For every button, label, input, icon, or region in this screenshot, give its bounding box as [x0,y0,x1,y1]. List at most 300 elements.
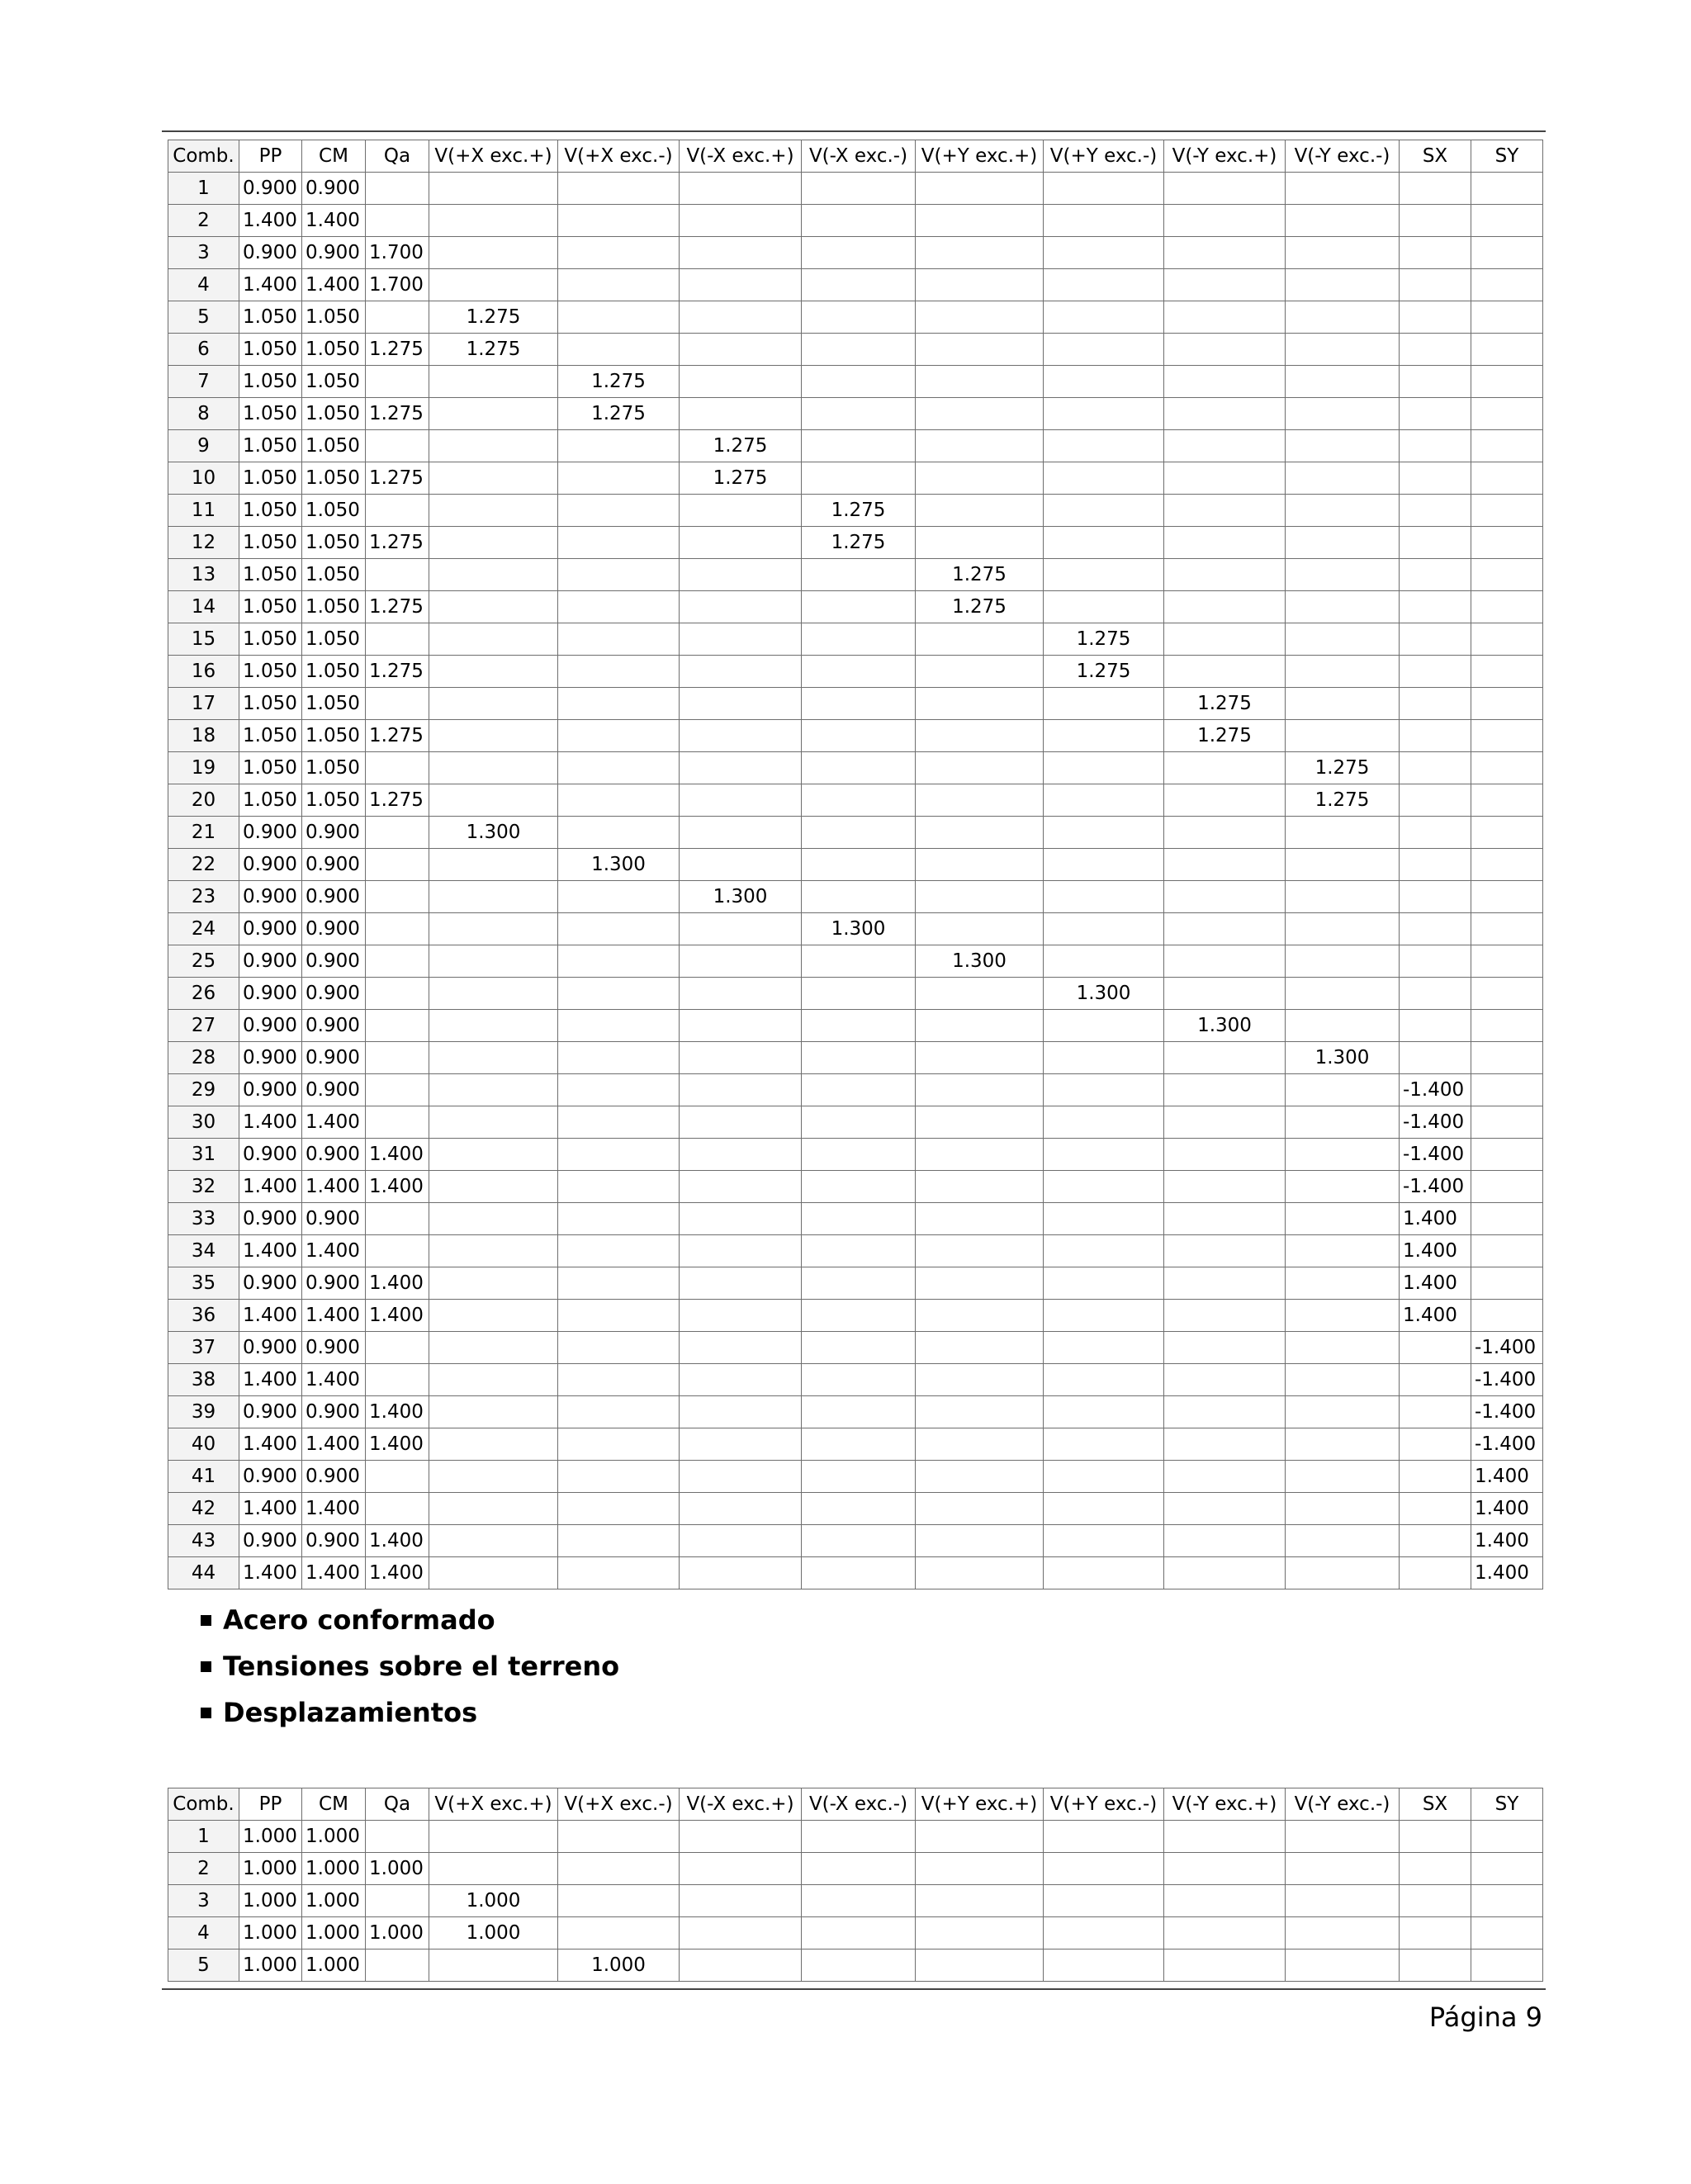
table-cell: 22 [168,849,239,881]
table-cell [1044,1267,1164,1300]
column-header: PP [239,140,302,173]
table-cell [680,527,802,559]
table-cell: 7 [168,366,239,398]
table-cell [366,849,429,881]
table-cell [558,269,680,301]
column-header: CM [302,1788,366,1821]
table-cell [429,269,558,301]
table-cell [802,688,916,720]
table-cell [1164,752,1286,784]
table-cell [429,1203,558,1235]
table-cell: 1.400 [239,205,302,237]
column-header: V(+Y exc.-) [1044,1788,1164,1821]
table-cell [366,1821,429,1853]
table-cell [366,881,429,913]
table-cell [1164,1949,1286,1982]
table-cell: 1.275 [916,559,1044,591]
table-cell: 1.000 [302,1885,366,1917]
table-cell [1286,527,1400,559]
table-cell [1164,1203,1286,1235]
table-cell: 1.000 [429,1917,558,1949]
table-cell [916,1557,1044,1589]
table-row [168,1821,1543,1853]
table-cell [1400,1917,1471,1949]
table-cell [1286,398,1400,430]
table-cell: 1.275 [366,527,429,559]
table-cell [1471,1139,1543,1171]
table-cell [558,1171,680,1203]
table-cell [1286,269,1400,301]
table-cell [916,205,1044,237]
table-cell: 1.400 [302,269,366,301]
table-cell [680,752,802,784]
table-cell [1400,849,1471,881]
table-cell [802,398,916,430]
table-cell: 0.900 [302,1332,366,1364]
table-cell [1400,1525,1471,1557]
table-cell [680,1010,802,1042]
table-cell [1400,1885,1471,1917]
table-row [168,1525,1543,1557]
table-cell [1044,237,1164,269]
table-cell [366,301,429,334]
table-row [168,269,1543,301]
table-cell [1044,1235,1164,1267]
table-cell: 1.050 [302,301,366,334]
table-cell [1471,817,1543,849]
table-cell [680,1949,802,1982]
table-cell [1044,1042,1164,1074]
table-cell [558,913,680,945]
table-cell [558,527,680,559]
table-row [168,334,1543,366]
table-cell [916,527,1044,559]
table-cell [680,495,802,527]
table-cell [1044,1428,1164,1461]
table-cell [680,1364,802,1396]
table-row [168,688,1543,720]
table-row [168,1461,1543,1493]
table-cell [558,1332,680,1364]
table-cell [916,1203,1044,1235]
table-cell [1400,559,1471,591]
table-cell [1471,688,1543,720]
table-cell: 0.900 [239,1461,302,1493]
table-cell: 1.000 [366,1917,429,1949]
table-cell: 1.400 [1471,1461,1543,1493]
table-cell [1286,591,1400,623]
table-cell [1044,1396,1164,1428]
table-cell [1044,269,1164,301]
table-cell: 42 [168,1493,239,1525]
table-cell [429,1364,558,1396]
table-row [168,1267,1543,1300]
table-cell [558,1235,680,1267]
table-cell [1471,495,1543,527]
table-cell: 1.050 [239,656,302,688]
table-cell [802,1139,916,1171]
table-cell [1164,623,1286,656]
table-cell: 0.900 [302,173,366,205]
table-cell [1286,1235,1400,1267]
table-cell [1044,1885,1164,1917]
table-cell: 1.275 [1286,752,1400,784]
table-cell [916,1106,1044,1139]
table-cell [802,559,916,591]
table-cell: 1.400 [239,1171,302,1203]
table-cell [916,269,1044,301]
table-cell: 1.050 [302,720,366,752]
table-cell [429,462,558,495]
table-cell: 1.000 [239,1917,302,1949]
table-cell [1400,205,1471,237]
table-cell [1400,1493,1471,1525]
table-cell [680,945,802,978]
table-cell: 1.050 [239,495,302,527]
table-cell [1164,1461,1286,1493]
table-cell [1286,913,1400,945]
table-cell: 9 [168,430,239,462]
table-cell [366,978,429,1010]
table-cell [1400,1010,1471,1042]
table-cell [916,366,1044,398]
table-cell [1286,623,1400,656]
table-cell [1164,1428,1286,1461]
table-cell [429,559,558,591]
table-cell [916,1885,1044,1917]
column-header: V(+Y exc.+) [916,1788,1044,1821]
table-cell [1044,913,1164,945]
table-cell [680,1885,802,1917]
table-cell [1286,1821,1400,1853]
table-cell: 1.000 [302,1917,366,1949]
table-cell [429,881,558,913]
table-row [168,1364,1543,1396]
table-cell: 0.900 [302,1461,366,1493]
table-cell [1286,1461,1400,1493]
table-cell [1044,398,1164,430]
table-cell [802,978,916,1010]
table-row [168,1203,1543,1235]
table-cell [1164,1917,1286,1949]
table-cell [1164,1396,1286,1428]
table-cell [1286,301,1400,334]
table-cell [1400,462,1471,495]
table-cell [802,720,916,752]
table-cell [1400,269,1471,301]
table-row [168,173,1543,205]
heading-label: Tensiones sobre el terreno [223,1651,620,1682]
table-cell [558,945,680,978]
table-row [168,1428,1543,1461]
table-cell [558,430,680,462]
table-cell [1400,366,1471,398]
table-cell [429,978,558,1010]
table-cell [1164,430,1286,462]
table-row [168,1332,1543,1364]
table-row [168,398,1543,430]
table-row [168,1139,1543,1171]
table-cell [366,205,429,237]
table-cell [1044,1074,1164,1106]
table-cell [802,656,916,688]
table-cell [366,173,429,205]
table-cell [1286,688,1400,720]
table-cell [1471,1821,1543,1853]
table-cell [1286,430,1400,462]
table-cell [1044,1493,1164,1525]
table-cell [1471,720,1543,752]
table-cell [680,1853,802,1885]
table-cell [916,1428,1044,1461]
table-cell [429,591,558,623]
table-row [168,462,1543,495]
table-cell [366,817,429,849]
table-cell: 0.900 [302,1074,366,1106]
table-cell: 1.400 [1400,1235,1471,1267]
table-cell [802,269,916,301]
table-cell [558,817,680,849]
column-header: SX [1400,140,1471,173]
table-cell: 1.400 [302,1300,366,1332]
table-cell [429,1428,558,1461]
table-cell [1044,945,1164,978]
table-cell: 35 [168,1267,239,1300]
table-cell: 29 [168,1074,239,1106]
table-cell: 1.400 [302,1493,366,1525]
table-cell: 30 [168,1106,239,1139]
table-cell: 27 [168,1010,239,1042]
table-row [168,237,1543,269]
table-cell: 1.050 [302,688,366,720]
column-header: V(-X exc.-) [802,1788,916,1821]
table-row [168,527,1543,559]
table-cell [1044,1853,1164,1885]
table-cell [1044,1171,1164,1203]
table-cell: 1.275 [366,334,429,366]
table-cell [1471,269,1543,301]
table-cell: 11 [168,495,239,527]
table-cell [916,656,1044,688]
table-cell [558,1885,680,1917]
table-cell: -1.400 [1471,1396,1543,1428]
table-cell [429,1074,558,1106]
table-cell [1286,1853,1400,1885]
table-cell: 1.400 [302,1428,366,1461]
table-cell: 23 [168,881,239,913]
table-cell: 1.400 [302,205,366,237]
table-cell [1400,688,1471,720]
table-cell: 1.300 [429,817,558,849]
table-row [168,913,1543,945]
table-cell [1164,205,1286,237]
table-cell: 0.900 [239,849,302,881]
table-cell [680,720,802,752]
table-cell: 1.000 [558,1949,680,1982]
table-cell [366,1493,429,1525]
table-cell [916,398,1044,430]
table-cell [916,623,1044,656]
table-cell [916,881,1044,913]
table-cell [429,784,558,817]
table-cell: 31 [168,1139,239,1171]
table-cell: 1.400 [302,1557,366,1589]
table-cell: 8 [168,398,239,430]
table-cell: 0.900 [302,849,366,881]
table-row [168,205,1543,237]
table-cell [802,1885,916,1917]
table-header-row [168,1788,1543,1821]
section-heading [201,1597,619,1643]
table-cell [916,1332,1044,1364]
table-row [168,591,1543,623]
table-cell [1164,945,1286,978]
table-cell: 1.275 [802,527,916,559]
table-cell [1286,1106,1400,1139]
table-cell [558,784,680,817]
table-cell [558,462,680,495]
table-cell [558,237,680,269]
table-cell: 1.050 [302,334,366,366]
table-cell: 1.400 [366,1139,429,1171]
table-row [168,430,1543,462]
table-cell [429,1493,558,1525]
table-cell: 1.400 [366,1428,429,1461]
table-cell [680,817,802,849]
table-cell [1400,398,1471,430]
table-cell [1400,1949,1471,1982]
table-cell [916,1074,1044,1106]
table-cell: 2 [168,205,239,237]
table-cell [1164,849,1286,881]
table-cell [1471,1010,1543,1042]
table-cell: 17 [168,688,239,720]
table-cell: 1.050 [239,398,302,430]
table-cell [1286,237,1400,269]
table-cell [916,1042,1044,1074]
table-cell: 1.400 [1400,1267,1471,1300]
table-cell [802,1042,916,1074]
table-cell: 1.300 [680,881,802,913]
table-cell [1286,1203,1400,1235]
table-cell [1044,1203,1164,1235]
table-cell [429,945,558,978]
table-cell: 0.900 [239,1332,302,1364]
table-row [168,1171,1543,1203]
table-cell [802,1074,916,1106]
table-cell [1400,978,1471,1010]
table-cell [680,1557,802,1589]
table-cell: -1.400 [1471,1428,1543,1461]
table-cell: 39 [168,1396,239,1428]
table-cell [1471,1042,1543,1074]
table-cell [916,334,1044,366]
table-cell [1471,945,1543,978]
table-cell [429,1300,558,1332]
table-cell: 1.275 [1044,656,1164,688]
table-cell [366,366,429,398]
table-cell [1400,173,1471,205]
table-cell: 1.400 [366,1300,429,1332]
table-cell: 1.275 [916,591,1044,623]
table-cell [1471,978,1543,1010]
table-cell [1400,817,1471,849]
table-cell [558,1557,680,1589]
table-cell: 0.900 [239,1139,302,1171]
table-cell: 0.900 [302,913,366,945]
table-cell [429,1332,558,1364]
table-cell: 1.275 [558,398,680,430]
table-cell [429,849,558,881]
column-header: V(-Y exc.+) [1164,140,1286,173]
table-cell: 0.900 [239,173,302,205]
table-cell [1286,462,1400,495]
section-heading [201,1643,619,1689]
table-cell [1164,1042,1286,1074]
table-cell: 1.300 [1164,1010,1286,1042]
table-cell [1044,1106,1164,1139]
table-cell: 1.050 [239,334,302,366]
table-cell [558,334,680,366]
table-row [168,656,1543,688]
table-cell [1164,913,1286,945]
table-cell [916,1461,1044,1493]
table-cell: 1.050 [302,527,366,559]
table-cell [1164,1821,1286,1853]
table-cell [1471,398,1543,430]
table-cell: 1.050 [239,301,302,334]
table-cell [802,1203,916,1235]
table-cell: 1.400 [1471,1557,1543,1589]
table-cell [1044,1949,1164,1982]
table-cell [802,752,916,784]
table-cell [366,1949,429,1982]
table-cell [1044,527,1164,559]
table-cell [1471,301,1543,334]
table-cell [429,1235,558,1267]
table-cell [558,720,680,752]
table-cell [366,430,429,462]
table-cell [802,945,916,978]
table-cell [429,1396,558,1428]
table-cell [680,173,802,205]
table-cell [1400,1364,1471,1396]
table-cell [429,720,558,752]
table-cell: 1.400 [302,1364,366,1396]
column-header: Comb. [168,140,239,173]
table-cell [1164,269,1286,301]
table-cell: 1.400 [239,1106,302,1139]
column-header: PP [239,1788,302,1821]
table-cell [1044,1139,1164,1171]
table-row [168,1300,1543,1332]
table-cell [916,237,1044,269]
table-cell [558,591,680,623]
table-cell [1471,237,1543,269]
table-cell [1471,205,1543,237]
table-cell [916,1300,1044,1332]
table-cell [802,1396,916,1428]
table-cell: 1.275 [558,366,680,398]
table-cell [680,269,802,301]
table-cell: 0.900 [239,1203,302,1235]
bottom-rule [162,1988,1546,1990]
table-row [168,1106,1543,1139]
column-header: SX [1400,1788,1471,1821]
table-cell [1164,978,1286,1010]
table-cell [429,205,558,237]
table-cell [1164,462,1286,495]
